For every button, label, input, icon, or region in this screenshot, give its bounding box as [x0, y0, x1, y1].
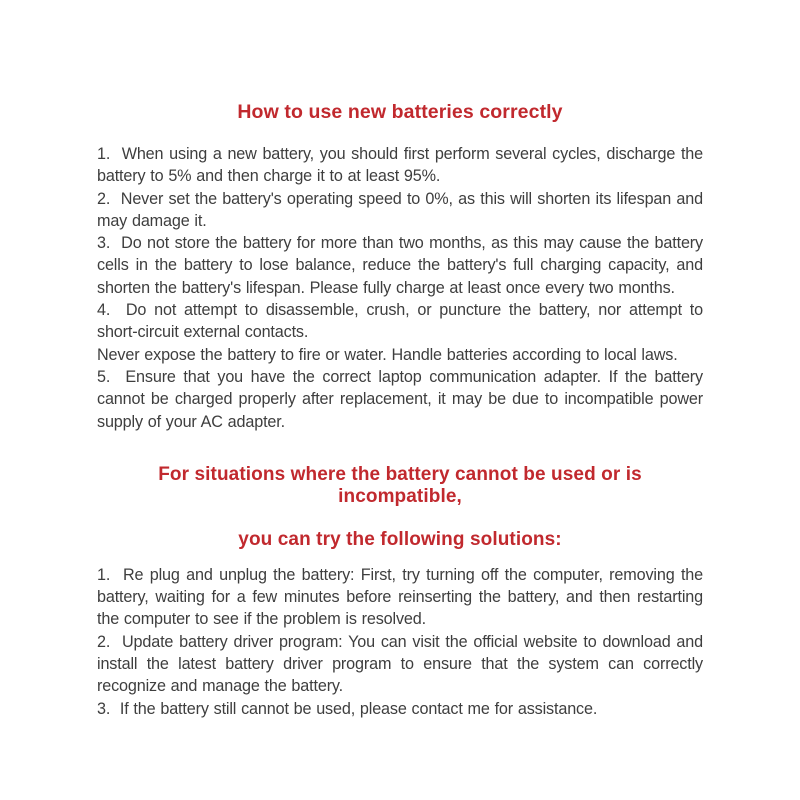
section1-title: How to use new batteries correctly	[237, 101, 563, 123]
section2-title-line1: For situations where the battery cannot be used or is incompatible,	[158, 463, 642, 507]
section1-paragraph-1: 1. When using a new battery, you should first perform several cycles, discharge the battery to 5% and then charge it to at least 95%.	[97, 145, 703, 186]
section1-paragraph-2: 2. Never set the battery's operating speed to 0%, as this will shorten its lifespan and may damage it.	[97, 189, 703, 230]
section1-paragraph-3: 3. Do not store the battery for more than two months, as this may cause the battery cells in the battery to lose balance, reduce the battery's full charging capacity, and shorten the battery's lifespan. Please fully charge at least once every two months.	[97, 234, 703, 297]
section2-title-line2: you can try the following solutions:	[238, 528, 562, 550]
section2-paragraph-1: 1. Re plug and unplug the battery: First, try turning off the computer, removing the battery, waiting for a few minutes before reinserting the battery, and then restarting the computer to see if the problem is resolved.	[97, 565, 703, 629]
section1-paragraph-4: 4. Do not attempt to disassemble, crush, or puncture the battery, nor attempt to short-circuit external contacts.	[97, 301, 703, 342]
section2-paragraph-3: 3. If the battery still cannot be used, please contact me for assistance.	[97, 699, 598, 718]
section1-paragraph-5: Never expose the battery to fire or water. Handle batteries according to local laws.	[97, 345, 678, 364]
section1-paragraph-6: 5. Ensure that you have the correct laptop communication adapter. If the battery cannot be charged properly after replacement, it may be due to incompatible power supply of your AC adapter.	[97, 367, 703, 431]
section2-paragraph-2: 2. Update battery driver program: You can visit the official website to download and install the latest battery driver program to ensure that the system can correctly recognize and manage the battery.	[97, 632, 703, 696]
document-page	[97, 0, 703, 720]
